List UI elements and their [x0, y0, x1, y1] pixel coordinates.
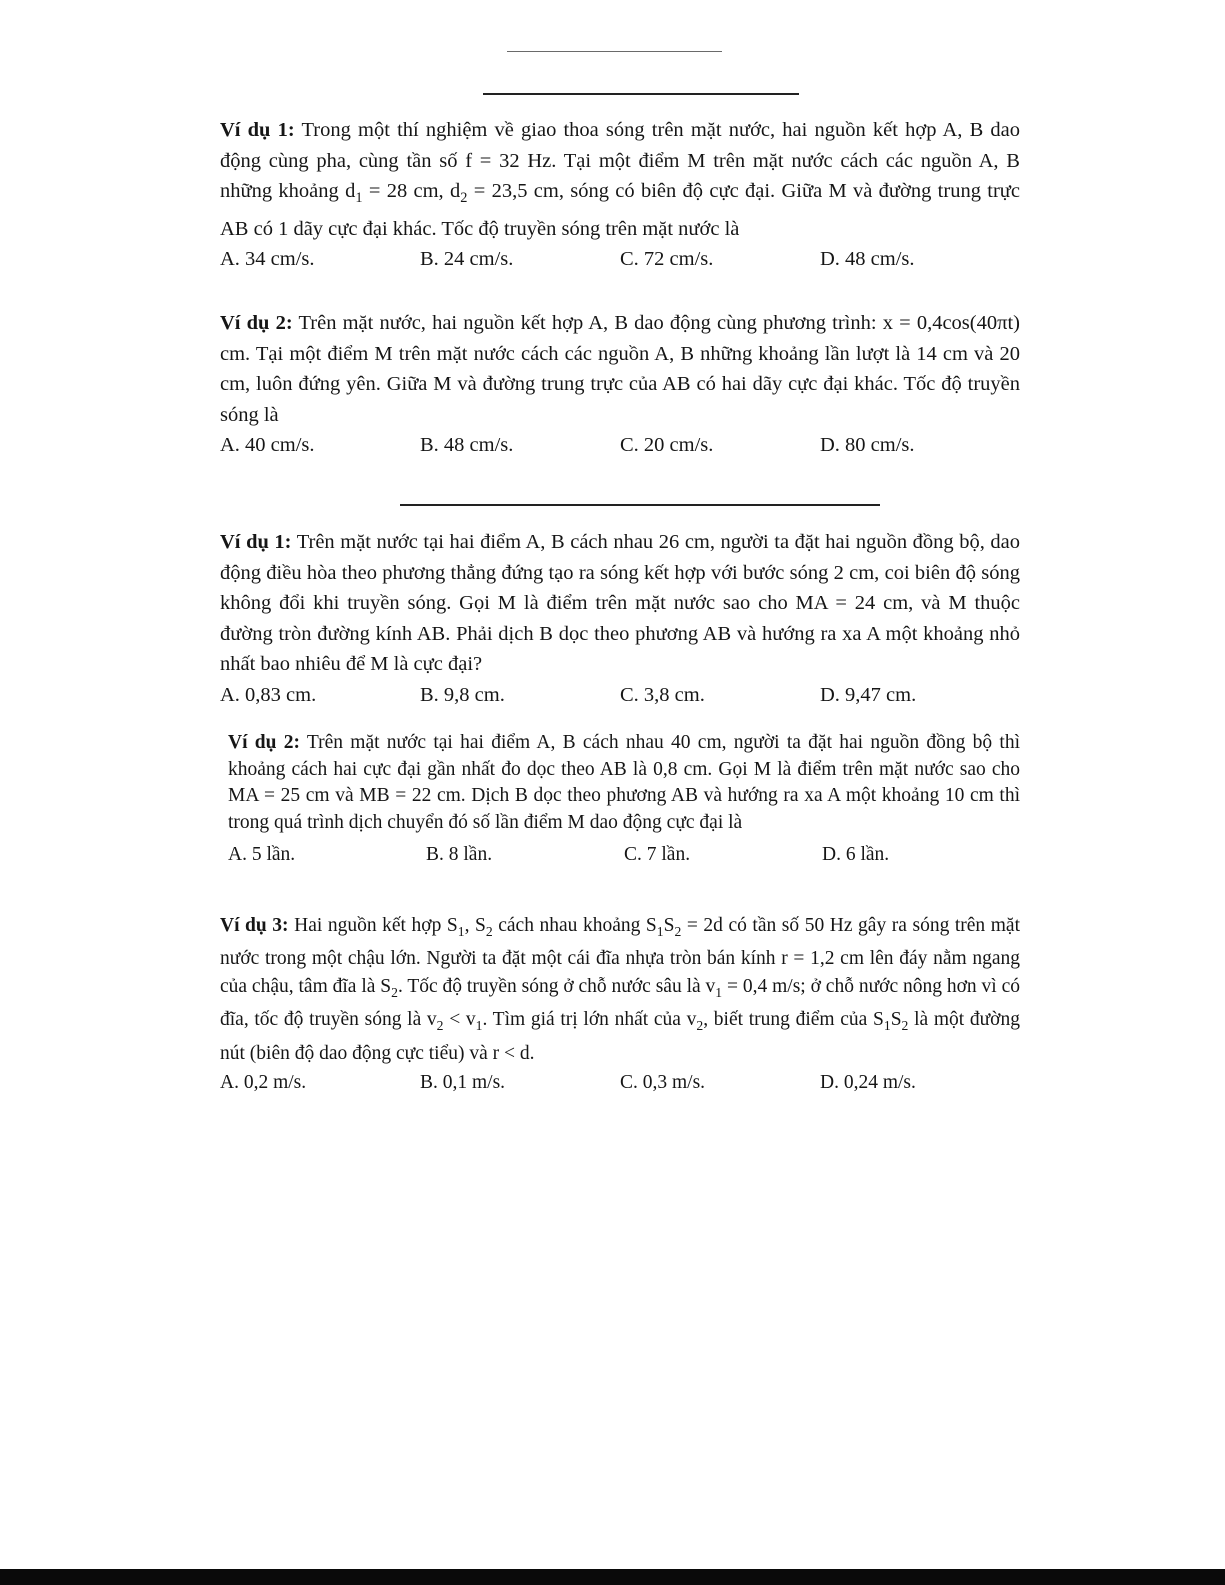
- option-d: D. 80 cm/s.: [820, 434, 915, 456]
- option-b: B. 0,1 m/s.: [420, 1072, 506, 1094]
- problem-text: Ví dụ 1: Trên mặt nước tại hai điểm A, B cách nhau 26 cm, người ta đặt hai nguồn đồng bộ, dao động điều hòa theo phương thẳng đứng tạo ra sóng kết hợp với bước sóng 2 cm, coi biên độ sóng không đổi khi truyền sóng. Gọi M là điểm trên mặt nước sao cho MA = 24 cm, và M thuộc đường tròn đường kính AB. Phải dịch B dọc theo phương AB và hướng ra xa A một khoảng nhỏ nhất bao nhiêu để M là cực đại?: [220, 531, 1020, 675]
- option-b: B. 9,8 cm.: [420, 683, 505, 706]
- problem-text: Ví dụ 2: Trên mặt nước tại hai điểm A, B cách nhau 40 cm, người ta đặt hai nguồn đồng bộ thì khoảng cách hai cực đại gần nhất đo dọc theo AB là 0,8 cm. Gọi M là điểm trên mặt nước sao cho MA = 25 cm và MB = 22 cm. Dịch B dọc theo phương AB và hướng ra xa A một khoảng 10 cm thì trong quá trình dịch chuyển đó số lần điểm M dao động cực đại là: [228, 732, 1020, 833]
- option-a: A. 5 lần.: [228, 844, 296, 865]
- problem-label: Ví dụ 1:: [220, 119, 295, 141]
- answer-options: [220, 430, 1020, 461]
- option-b: B. 48 cm/s.: [420, 434, 514, 456]
- option-b: B. 24 cm/s.: [420, 248, 514, 271]
- problem-text: Ví dụ 3: Hai nguồn kết hợp $S_1$, $S_2$ cách nhau khoảng $S_1S_2 = 2d$ có tần số 50 Hz gây ra sóng trên mặt nước trong một chậu lớn. Người ta đặt một cái đĩa nhựa tròn bán kính r = 1,2 cm lên đáy nằm ngang của chậu, tâm đĩa là $S_2$. Tốc độ truyền sóng ở chỗ nước sâu là $v_1 = 0,4$ m/s; ở chỗ nước nông hơn vì có đĩa, tốc độ truyền sóng là $v_2 < v_1$. Tìm giá trị lớn nhất của $v_2$, biết trung điểm của $S_1S_2$ là một đường nút (biên độ dao động cực tiểu) và r < d.: [220, 915, 1020, 1064]
- section2-example1: [220, 527, 1020, 710]
- answer-options: [228, 842, 1020, 869]
- option-b: B. 8 lần.: [426, 844, 493, 865]
- option-d: D. 48 cm/s.: [820, 248, 915, 271]
- option-c: C. 72 cm/s.: [620, 248, 714, 271]
- problem-text: Ví dụ 2: Trên mặt nước, hai nguồn kết hợp A, B dao động cùng phương trình: x = 0,4cos(40πt) cm. Tại một điểm M trên mặt nước cách các nguồn A, B những khoảng lần lượt là 14 cm và 20 cm, luôn đứng yên. Giữa M và đường trung trực của AB có hai dãy cực đại khác. Tốc độ truyền sóng là: [220, 312, 1020, 426]
- option-d: D. 9,47 cm.: [820, 683, 917, 706]
- option-a: A. 34 cm/s.: [220, 248, 315, 271]
- problem-label: Ví dụ 2:: [228, 732, 300, 753]
- problem-label: Ví dụ 1:: [220, 531, 292, 553]
- problem-label: Ví dụ 3:: [220, 915, 289, 936]
- top-rule-long: [483, 93, 799, 95]
- option-c: C. 7 lần.: [624, 844, 691, 865]
- problem-label: Ví dụ 2:: [220, 312, 293, 334]
- section1-example2: [220, 308, 1020, 461]
- top-rule-short: [507, 51, 722, 52]
- section2-example3: [220, 912, 1020, 1097]
- answer-options: [220, 244, 1020, 275]
- answer-options: [220, 1069, 1020, 1097]
- answer-options: [220, 680, 1020, 711]
- option-d: D. 6 lần.: [822, 844, 890, 865]
- option-d: D. 0,24 m/s.: [820, 1072, 916, 1094]
- option-a: A. 40 cm/s.: [220, 434, 315, 456]
- section-divider: [400, 504, 880, 506]
- option-c: C. 0,3 m/s.: [620, 1072, 706, 1094]
- problem-text: Ví dụ 1: Trong một thí nghiệm về giao thoa sóng trên mặt nước, hai nguồn kết hợp A, B dao động cùng pha, cùng tần số f = 32 Hz. Tại một điểm M trên mặt nước cách các nguồn A, B những khoảng $d_1 = 28$ cm, $d_2 = 23,5$ cm, sóng có biên độ cực đại. Giữa M và đường trung trực AB có 1 dãy cực đại khác. Tốc độ truyền sóng trên mặt nước là: [220, 119, 1020, 240]
- option-c: C. 3,8 cm.: [620, 683, 705, 706]
- option-a: A. 0,83 cm.: [220, 683, 317, 706]
- option-a: A. 0,2 m/s.: [220, 1072, 307, 1094]
- section2-example2: [228, 730, 1020, 869]
- section1-example1: [220, 115, 1020, 275]
- option-c: C. 20 cm/s.: [620, 434, 714, 456]
- bottom-bar: [0, 1569, 1225, 1585]
